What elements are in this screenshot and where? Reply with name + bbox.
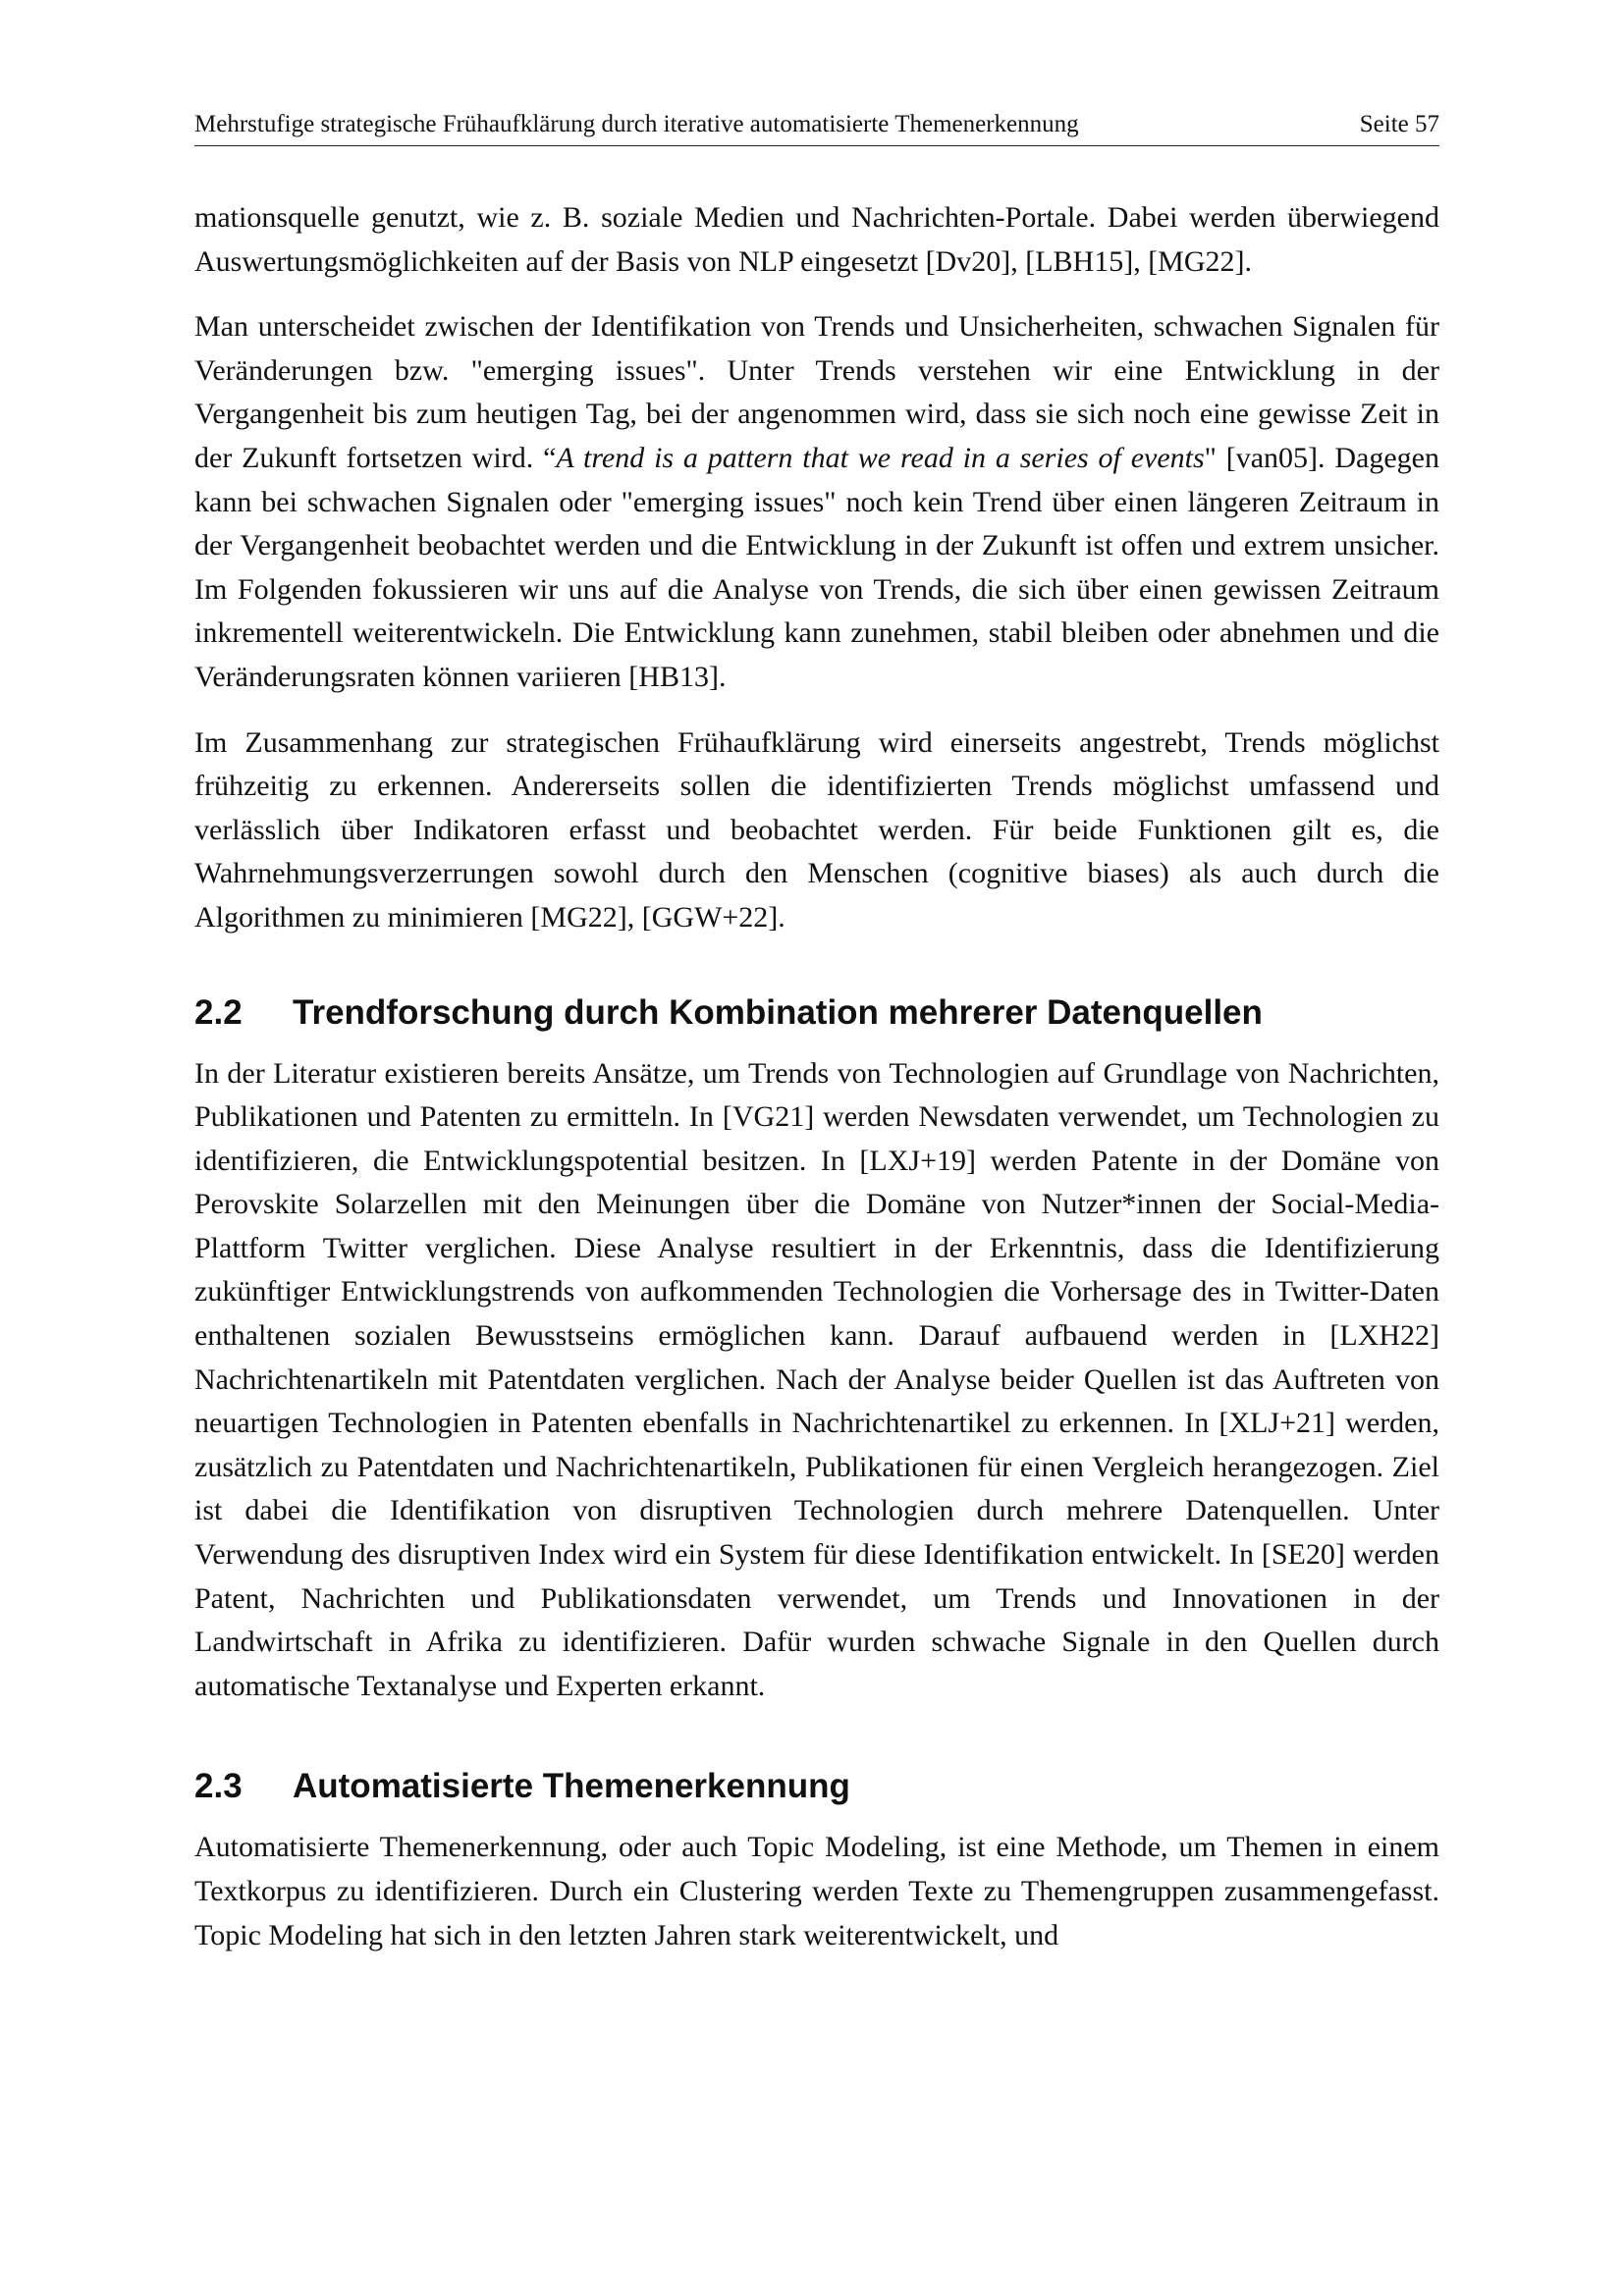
section-title: Automatisierte Themenerkennung [293,1767,850,1806]
paragraph-1: mationsquelle genutzt, wie z. B. soziale Medien und Nachrichten-Portale. Dabei werden überwiegend Auswertungsmöglichkeiten auf der Basis von NLP eingesetzt [Dv20], [LBH15], [MG22]. [194,201,1439,278]
paragraph-5: Automatisierte Themenerkennung, oder auch Topic Modeling, ist eine Methode, um Themen in einem Textkorpus zu identifizieren. Durch ein Clustering werden Texte zu Themengruppen zusammengefasst. Topic Modeling hat sich in den letzten Jahren stark weiterentwickelt, und [194,1831,1439,1951]
paragraph-3: Im Zusammenhang zur strategischen Frühaufklärung wird einerseits angestrebt, Trends möglichst frühzeitig zu erkennen. Andererseits sollen die identifizierten Trends möglichst umfassend und verlässlich über Indikatoren erfasst und beobachtet werden. Für beide Funktionen gilt es, die Wahrnehmungsverzerrungen sowohl durch den Menschen (cognitive biases) als auch durch die Algorithmen zu minimieren [MG22], [GGW+22]. [194,725,1439,934]
section-heading-2-3 [194,1765,1439,1808]
paragraph-2-part-b: " [van05]. Dagegen kann bei schwachen Signalen oder "emerging issues" noch kein Trend über einen längeren Zeitraum in der Vergangenheit beobachtet werden und die Entwicklung in der Zukunft ist offen und extrem unsicher. Im Folgenden fokussieren wir uns auf die Analyse von Trends, die sich über einen gewissen Zeitraum inkrementell weiterentwickeln. Die Entwicklung kann zunehmen, stabil bleiben oder abnehmen und die Veränderungsraten können variieren [HB13]. [194,441,1439,693]
section-number: 2.3 [194,1767,243,1806]
running-header [194,108,1439,146]
page-body [194,196,1439,1979]
paragraph-2-part-a: Man unterscheidet zwischen der Identifikation von Trends und Unsicherheiten, schwachen Signalen für Veränderungen bzw. "emerging issues". Unter Trends verstehen wir eine Entwicklung in der Vergangenheit bis zum heutigen Tag, bei der angenommen wird, dass sie sich noch eine gewisse Zeit in der Zukunft fortsetzen wird. “ [194,310,1439,474]
section-heading-2-2 [194,991,1439,1035]
page-number: Seite 57 [1359,111,1439,137]
paragraph-4: In der Literatur existieren bereits Ansätze, um Trends von Technologien auf Grundlage von Nachrichten, Publikationen und Patenten zu ermitteln. In [VG21] werden Newsdaten verwendet, um Technologien zu identifizieren, die Entwicklungspotential besitzen. In [LXJ+19] werden Patente in der Domäne von Perovskite Solarzellen mit den Meinungen über die Domäne von Nutzer*innen der Social-Media-Plattform Twitter verglichen. Diese Analyse resultiert in der Erkenntnis, dass die Identifizierung zukünftiger Entwicklungstrends von aufkommenden Technologien die Vorhersage des in Twitter-Daten enthaltenen sozialen Bewusstseins ermöglichen kann. Darauf aufbauend werden in [LXH22] Nachrichtenartikeln mit Patentdaten verglichen. Nach der Analyse beider Quellen ist das Auftreten von neuartigen Technologien in Patenten ebenfalls in Nachrichtenartikel zu erkennen. In [XLJ+21] werden, zusätzlich zu Patentdaten und Nachrichtenartikeln, Publikationen für einen Vergleich herangezogen. Ziel ist dabei die Identifikation von disruptiven Technologien durch mehrere Datenquellen. Unter Verwendung des disruptiven Index wird ein System für diese Identifikation entwickelt. In [SE20] werden Patent, Nachrichten und Publikationsdaten verwendet, um Trends und Innovationen in der Landwirtschaft in Afrika zu identifizieren. Dafür wurden schwache Signale in den Quellen durch automatische Textanalyse und Experten erkannt. [194,1056,1439,1702]
section-title: Trendforschung durch Kombination mehrerer Datenquellen [293,992,1263,1032]
paragraph-2 [194,305,1439,699]
header-title: Mehrstufige strategische Frühaufklärung durch iterative automatisierte Themenerkennung [194,111,1079,137]
section-number: 2.2 [194,992,243,1032]
trend-quote: A trend is a pattern that we read in a series of events [556,441,1205,474]
